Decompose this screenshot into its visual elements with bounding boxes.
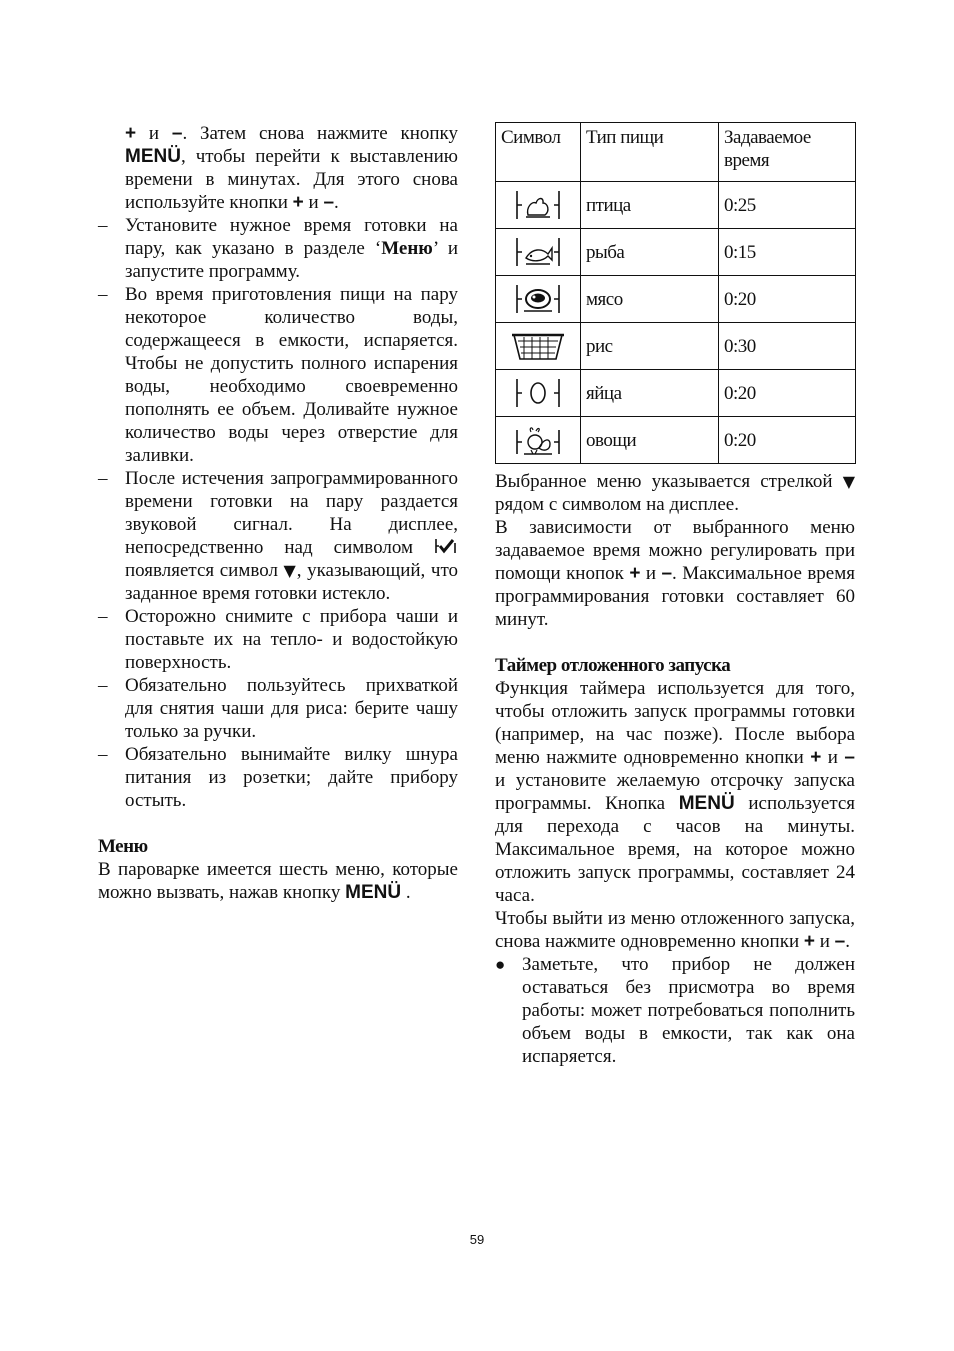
spacer	[495, 631, 855, 654]
poultry-icon	[512, 189, 564, 221]
paragraph-text: и	[645, 563, 657, 584]
table-row	[496, 323, 856, 370]
spacer	[98, 812, 458, 835]
preset-time: 0:20	[719, 370, 856, 417]
menu-paragraph	[98, 858, 458, 904]
header-food-type: Тип пищи	[581, 123, 719, 182]
intro-text-5: .	[334, 192, 339, 213]
table-row	[496, 417, 856, 464]
list-item	[98, 674, 458, 743]
preset-time: 0:15	[719, 229, 856, 276]
item-text: появляется символ	[125, 560, 278, 581]
paragraph-text: .	[845, 931, 850, 952]
plus-symbol: +	[810, 747, 822, 768]
intro-text-2: . Затем снова нажмите кнопку	[182, 123, 459, 144]
paragraph-text: . Максимальное время программирования готовки составляет 60 минут.	[495, 563, 855, 630]
paragraph-text: Чтобы выйти из меню отложенного запуска, снова нажмите одновременно кнопки	[495, 908, 855, 952]
food-type: рис	[581, 323, 719, 370]
food-type: рыба	[581, 229, 719, 276]
vegetables-icon	[512, 424, 564, 456]
intro-paragraph	[98, 122, 458, 214]
triangle-down-icon: ▼	[842, 472, 855, 491]
list-item	[98, 467, 458, 605]
list-item	[98, 283, 458, 467]
paragraph-text: Выбранное меню указывается стрелкой	[495, 471, 833, 492]
symbol-cell	[496, 370, 581, 417]
paragraph-exit-timer	[495, 907, 855, 953]
plus-symbol: +	[292, 192, 304, 213]
triangle-down-icon: ▼	[283, 561, 297, 580]
minus-symbol: –	[661, 563, 673, 584]
preset-time: 0:25	[719, 182, 856, 229]
steam-done-icon	[434, 537, 458, 555]
item-text: Обязательно вынимайте вилку шнура питания из розетки; дайте прибору остыть.	[125, 744, 458, 811]
table-header-row	[496, 123, 856, 182]
symbol-cell	[496, 229, 581, 276]
dash-marker: –	[98, 606, 108, 627]
paragraph-text: В зависимости от выбранного меню задаваемое время можно регулировать при помощи кнопок	[495, 517, 855, 584]
right-column	[495, 122, 855, 1068]
intro-text-3: , чтобы перейти к выставлению времени в минутах. Для этого снова используйте кнопки	[125, 146, 458, 213]
fish-icon	[512, 236, 564, 268]
minus-symbol: –	[323, 192, 335, 213]
page-number: 59	[469, 1232, 485, 1247]
paragraph-text: Функция таймера используется для того, чтобы отложить запуск программы готовки (например, на час позже). После выбора меню нажмите одновременно кнопки	[495, 678, 855, 768]
item-text: , указывающий, что заданное время готовки истекло.	[125, 560, 459, 604]
symbol-cell	[496, 323, 581, 370]
food-type: мясо	[581, 276, 719, 323]
table-row	[496, 370, 856, 417]
menu-text-end: .	[401, 882, 411, 903]
paragraph-text: и	[819, 931, 830, 952]
list-item	[98, 605, 458, 674]
dash-marker: –	[98, 215, 108, 236]
menu-key-label: MENÜ	[125, 146, 181, 167]
paragraph-text: и	[827, 747, 838, 768]
minus-symbol: –	[171, 123, 183, 144]
menu-text: В пароварке имеется шесть меню, которые можно вызвать, нажав кнопку	[98, 859, 458, 903]
note-text: Заметьте, что прибор не должен оставаться без присмотра во время работы: может потребоваться пополнить объем воды в емкости, так как она испаряется.	[522, 954, 855, 1067]
symbol-table	[495, 122, 856, 464]
dash-marker: –	[98, 284, 108, 305]
table-row	[496, 276, 856, 323]
menu-key-label: MENÜ	[678, 793, 735, 814]
menu-key-label: MENÜ	[345, 882, 402, 903]
dash-marker: –	[98, 468, 108, 489]
preset-time: 0:20	[719, 276, 856, 323]
header-time: Задаваемое время	[719, 123, 856, 182]
intro-text-1: и	[148, 123, 160, 144]
list-item	[98, 214, 458, 283]
note-item	[495, 953, 855, 1068]
list-item	[98, 743, 458, 812]
item-text: Установите нужное время готовки на пару, как указано в разделе ‘	[125, 215, 458, 259]
item-text: Обязательно пользуйтесь прихваткой для снятия чаши для риса: берите чашу только за ручки.	[125, 675, 458, 742]
paragraph-time-adjust	[495, 516, 855, 631]
header-symbol: Символ	[496, 123, 581, 182]
meat-icon	[512, 283, 564, 315]
food-type: яйца	[581, 370, 719, 417]
table-row	[496, 182, 856, 229]
item-bold: Меню	[381, 238, 433, 259]
paragraph-text: используется для перехода с часов на минуты. Максимальное время, на которое можно отложить запуск программы, составляет 24 часа.	[495, 793, 856, 906]
minus-symbol: –	[844, 747, 855, 768]
paragraph-text: рядом с символом на дисплее.	[495, 494, 739, 515]
item-text: ’ и запустите программу.	[125, 238, 458, 282]
item-text: Во время приготовления пищи на пару некоторое количество воды, содержащееся в емкости, испаряется. Чтобы не допустить полного испарения воды, необходимо своевременно пополнять ее объем. Доливайте нужное количество воды через отверстие для заливки.	[125, 284, 458, 466]
dash-marker: –	[98, 675, 108, 696]
intro-text-4: и	[308, 192, 319, 213]
plus-symbol: +	[125, 123, 137, 144]
symbol-cell	[496, 182, 581, 229]
symbol-cell	[496, 276, 581, 323]
paragraph-timer	[495, 677, 855, 907]
bullet-icon: ●	[495, 955, 506, 974]
plus-symbol: +	[803, 931, 815, 952]
plus-symbol: +	[629, 563, 641, 584]
item-text: Осторожно снимите с прибора чаши и поставьте их на тепло- и водостойкую поверхность.	[125, 606, 458, 673]
rice-icon	[508, 329, 568, 363]
preset-time: 0:20	[719, 417, 856, 464]
symbol-cell	[496, 417, 581, 464]
preset-time: 0:30	[719, 323, 856, 370]
item-text: После истечения запрограммированного времени готовки на пару раздается звуковой сигнал. На дисплее, непосредственно над символом	[125, 468, 458, 558]
paragraph-selected-menu	[495, 470, 855, 516]
minus-symbol: –	[834, 931, 846, 952]
table-row	[496, 229, 856, 276]
paragraph-text: и установите желаемую отсрочку запуска программы. Кнопка	[495, 770, 855, 814]
food-type: овощи	[581, 417, 719, 464]
egg-icon	[512, 377, 564, 409]
left-column	[98, 122, 458, 904]
menu-heading: Меню	[98, 836, 148, 857]
timer-heading: Таймер отложенного запуска	[495, 655, 731, 676]
dash-marker: –	[98, 744, 108, 765]
food-type: птица	[581, 182, 719, 229]
